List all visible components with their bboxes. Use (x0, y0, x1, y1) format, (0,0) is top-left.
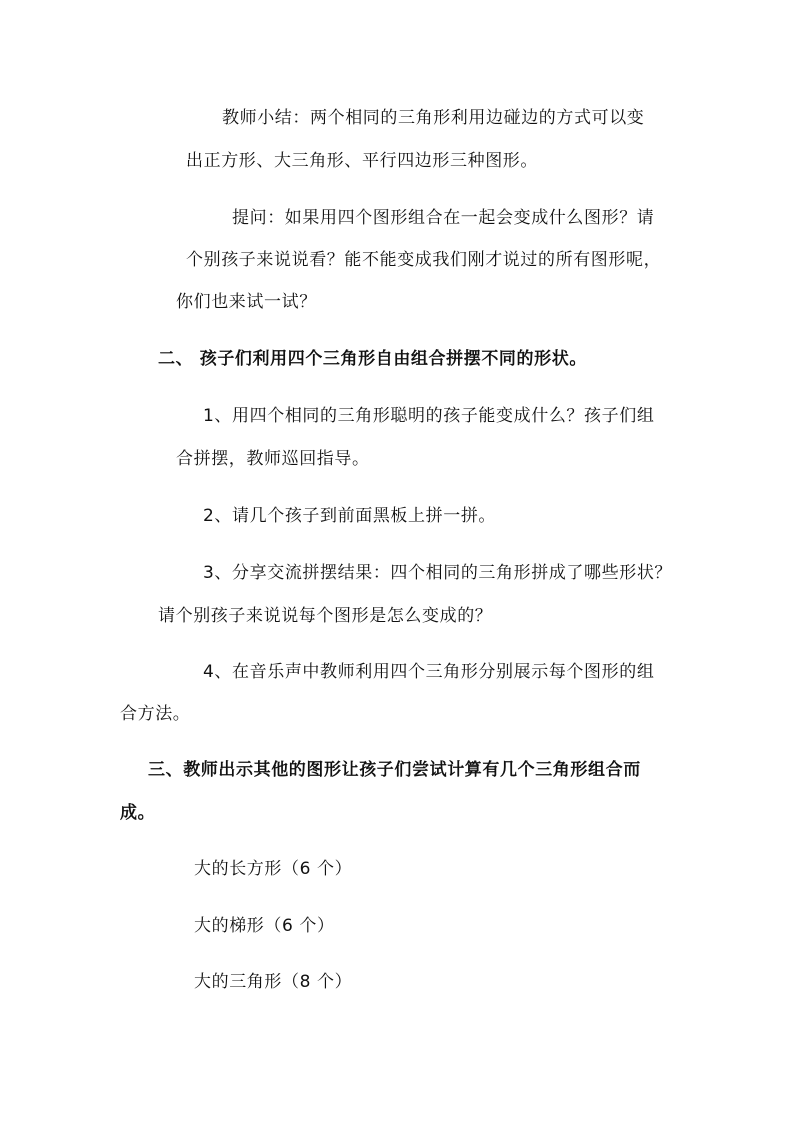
step-1-line-2: 合拼摆，教师巡回指导。 (176, 449, 370, 469)
summary-line-2: 出正方形、大三角形、平行四边形三种图形。 (186, 151, 538, 171)
shape-list-item: 大的三角形（8 个） (194, 972, 353, 992)
shape-list-item: 大的梯形（6 个） (194, 916, 335, 936)
step-4-line-1: 4、在音乐声中教师利用四个三角形分别展示每个图形的组 (203, 662, 655, 682)
step-4-line-2: 合方法。 (120, 704, 191, 724)
step-2-line-1: 2、请几个孩子到前面黑板上拼一拼。 (203, 506, 497, 526)
question-line-1: 提问：如果用四个图形组合在一起会变成什么图形？请 (232, 208, 655, 228)
question-line-3: 你们也来试一试？ (176, 292, 317, 312)
summary-line-1: 教师小结：两个相同的三角形利用边碰边的方式可以变 (222, 108, 645, 128)
step-3-line-1: 3、分享交流拼摆结果：四个相同的三角形拼成了哪些形状？ (203, 563, 673, 583)
section-three-heading-line-2: 成。 (120, 803, 156, 823)
step-1-line-1: 1、用四个相同的三角形聪明的孩子能变成什么？孩子们组 (203, 406, 655, 426)
question-line-2: 个别孩子来说说看？能不能变成我们刚才说过的所有图形呢， (186, 250, 662, 270)
step-3-line-2: 请个别孩子来说说每个图形是怎么变成的？ (158, 606, 493, 626)
section-three-heading-line-1: 三、教师出示其他的图形让孩子们尝试计算有几个三角形组合而 (148, 760, 641, 780)
shape-list-item: 大的长方形（6 个） (194, 859, 353, 879)
section-two-heading: 二、 孩子们利用四个三角形自由组合拼摆不同的形状。 (158, 349, 587, 369)
